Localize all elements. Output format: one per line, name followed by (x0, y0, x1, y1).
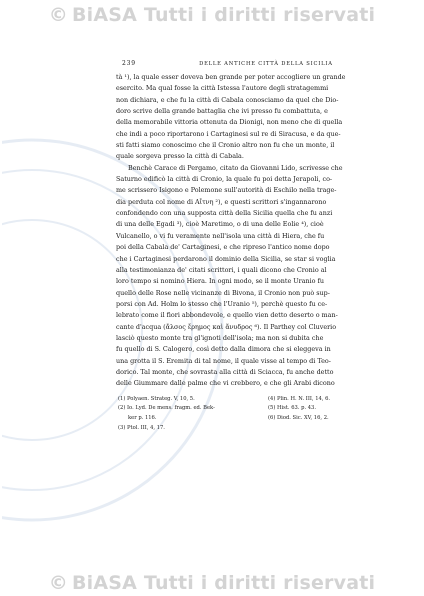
text-line: dorico. Tal monte, che sovrasta alla città di Sciacca, fu anche detto (116, 367, 334, 376)
book-page (116, 60, 416, 433)
footnote: (2) Io. Lyd. De mens. fragm. ed. Bek- (118, 405, 215, 412)
footnote (268, 425, 418, 433)
text-line: fu quello di S. Calogero, così detto dalla dimora che si eleggeva in (116, 345, 331, 354)
text-line: esercito. Ma qual fosse la città Istessa l'autore degli stratagemmi (116, 84, 329, 93)
footnotes (116, 396, 416, 433)
copyright-banner-bottom (0, 572, 424, 594)
text-line: quello delle Rose nelle vicinanze di Bivona, il Cronio non può sup- (116, 288, 330, 297)
text-line: alla testimonianza de' citati scrittori, i quali dicono che Cronio al (116, 265, 327, 274)
text-line: poi della Cabala de' Cartaginesi, e che ripreso l'antico nome dopo (116, 243, 330, 252)
text-line: sti fatti siamo conoscimo che il Cronio altro non fu che un monte, il (116, 141, 335, 150)
footnote: ker p. 116. (128, 415, 157, 422)
text-line: non dichiara, e che fu la città di Cabala conosciamo da quel che Dio- (116, 95, 339, 104)
copyright-icon: © (48, 572, 68, 594)
text-line: confondendo con una supposta città della Sicilia quella che fu anzi (116, 209, 333, 218)
footnote: (3) Ptol. III, 4, 17. (118, 425, 165, 432)
copyright-icon: © (48, 4, 68, 26)
text-line: una grotta il S. Eremita di tal nome, il quale visse al tempo di Teo- (116, 356, 331, 365)
text-line: Saturno edificò la città di Cronio, la quale fu poi detta Jerapoli, co- (116, 175, 333, 184)
text-line: della memorabile vittoria ottenuta da Dionigi, non meno che di quella (116, 118, 343, 127)
text-line: di una delle Egadi ³), cioè Maretimo, o di una delle Eolie ⁴), cioè (116, 220, 324, 229)
text-line: dia perduta col nome di Αἴτνη ²), e questi scrittori s'ingannarono (116, 197, 327, 206)
text-line: delle Giummare dalle palme che vi crebbero, e che gli Arabi dicono (116, 379, 335, 388)
text-line: tà ¹), la quale esser doveva ben grande per poter accogliere un grande (116, 73, 346, 81)
text-line: che i Cartaginesi perdarono il dominio della Sicilia, se star si voglia (116, 254, 336, 263)
copyright-text: BiASA Tutti i diritti riservati (71, 4, 376, 26)
running-title: DELLE ANTICHE CITTÀ DELLA SICILIA (199, 61, 333, 67)
text-line: Vulcanello, o vi fu veramente nell'isola una città di Hiera, che fu (116, 231, 325, 240)
text-line: doro scrive della grande battaglia che ivi presso fu combattuta, e (116, 107, 328, 116)
text-line: loro tempo si nomino Hiera. In ogni modo, se il monte Uranio fu (116, 277, 325, 286)
footnote: (1) Polyaen. Strateg. V, 10, 5. (118, 395, 195, 402)
text-line: Benchè Carace di Pergamo, citato da Giovanni Lido, scrivesse che (128, 163, 343, 172)
text-line: quale sorgeva presso la città di Cabala. (116, 152, 244, 161)
text-line: che indi a poco riportarono i Cartaginesi sul re di Siracusa, e da que- (116, 129, 341, 138)
copyright-text: BiASA Tutti i diritti riservati (71, 572, 376, 594)
footnote: (5) Hist. 63. p. 43. (268, 405, 316, 412)
copyright-banner-top (0, 4, 424, 26)
text-line: cante d'acqua (ἄλσος ἔρημος καὶ ἄνυδρος ⁶). Il Parthey col Cluverio (116, 322, 337, 331)
body-text (116, 72, 416, 390)
text-line: lasciò questo monte tra gl'ignoti dell'isola; ma non si dubita che (116, 333, 324, 342)
page-number: 239 (122, 60, 136, 67)
running-header (116, 60, 416, 67)
text-line: me scrissero Isigono e Polemone sull'autorità di Eschilo nella trage- (116, 186, 337, 195)
text-line: lebrato come il fiori abbondevole, e quello vien detto deserto o man- (116, 311, 338, 320)
footnote: (6) Diod. Sic. XV, 16, 2. (268, 415, 329, 422)
footnote: (4) Plin. H. N. III, 14, 6. (268, 395, 331, 402)
text-line: porsi con Ad. Holm lo stesso che l'Uranio ⁵), perchè questo fu ce- (116, 299, 328, 308)
